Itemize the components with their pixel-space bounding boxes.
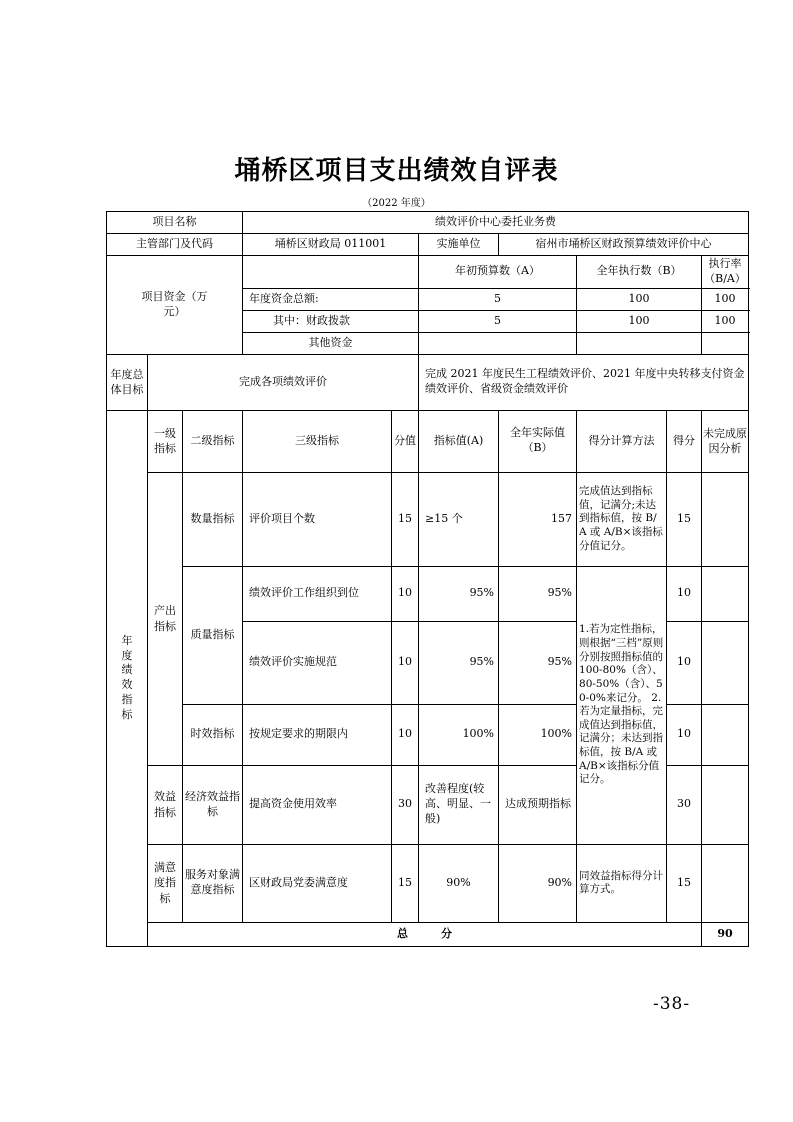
- project-name-value: 绩效评价中心委托业务费: [243, 212, 749, 234]
- economic-score: 30: [667, 765, 702, 844]
- quality-target: 95%: [419, 621, 499, 704]
- quality-actual: 95%: [499, 621, 577, 704]
- project-row: [107, 212, 749, 234]
- satisfaction-label: 满意度指标: [148, 844, 183, 922]
- indicators-section-label: 年度绩效指标: [107, 410, 148, 946]
- timeliness-weight: 10: [392, 704, 419, 765]
- header-level2: 二级指标: [183, 410, 243, 472]
- funds-row-label: 年度资金总额:: [243, 288, 419, 310]
- funds-row-label: 其他资金: [243, 332, 419, 354]
- dept-label: 主管部门及代码: [107, 234, 243, 256]
- funds-row-executed: [577, 332, 702, 354]
- timeliness-reason: [702, 704, 749, 765]
- economic-reason: [702, 765, 749, 844]
- header-level3: 三级指标: [243, 410, 392, 472]
- quality-score: 10: [667, 566, 702, 621]
- header-method: 得分计算方法: [577, 410, 667, 472]
- service-method: 同效益指标得分计算方式。: [577, 844, 667, 922]
- indicator-row: [107, 844, 749, 922]
- indicator-header-row: [107, 410, 749, 472]
- goal-actual: 完成 2021 年度民生工程绩效评价、2021 年度中央转移支付资金绩效评价、省级资金绩效评价: [419, 354, 749, 410]
- impl-unit-value: 宿州市埇桥区财政预算绩效评价中心: [499, 234, 749, 256]
- total-score: 90: [702, 922, 749, 946]
- goal-expected: 完成各项绩效评价: [148, 354, 419, 410]
- header-level1: 一级指标: [148, 410, 183, 472]
- project-name-label: 项目名称: [107, 212, 243, 234]
- economic-actual: 达成预期指标: [499, 765, 577, 844]
- timeliness-target: 100%: [419, 704, 499, 765]
- timeliness-level3: 按规定要求的期限内: [243, 704, 392, 765]
- quality-level3: 绩效评价实施规范: [243, 621, 392, 704]
- quality-weight: 10: [392, 566, 419, 621]
- timeliness-level2: 时效指标: [183, 704, 243, 765]
- quantity-method: 完成值达到指标值，记满分;未达到指标值，按 B/A 或 A/B×该指标分值记分。: [577, 472, 667, 566]
- economic-target: 改善程度(较高、明显、一般): [419, 765, 499, 844]
- quality-reason: [702, 621, 749, 704]
- service-weight: 15: [392, 844, 419, 922]
- impl-unit-label: 实施单位: [419, 234, 499, 256]
- funds-row-budget: [419, 332, 577, 354]
- goal-label: 年度总体目标: [107, 354, 148, 410]
- quantity-score: 15: [667, 472, 702, 566]
- quantity-weight: 15: [392, 472, 419, 566]
- funds-row-rate: 100: [702, 288, 749, 310]
- funds-header-budget: 年初预算数（A）: [419, 256, 577, 289]
- funds-header-row: [107, 256, 749, 289]
- header-target: 指标值(A): [419, 410, 499, 472]
- total-label: 总 分: [148, 922, 702, 946]
- funds-label: 项目资金（万元）: [107, 256, 243, 355]
- quality-weight: 10: [392, 621, 419, 704]
- funds-row-executed: 100: [577, 288, 702, 310]
- service-target: 90%: [419, 844, 499, 922]
- header-weight: 分值: [392, 410, 419, 472]
- page-number: -38-: [653, 994, 691, 1014]
- funds-row-rate: 100: [702, 310, 749, 332]
- timeliness-actual: 100%: [499, 704, 577, 765]
- total-row: [107, 922, 749, 946]
- funds-row-budget: 5: [419, 288, 577, 310]
- service-actual: 90%: [499, 844, 577, 922]
- funds-row-label: 其中：财政拨款: [243, 310, 419, 332]
- header-actual: 全年实际值（B）: [499, 410, 577, 472]
- service-score: 15: [667, 844, 702, 922]
- service-level2: 服务对象满意度指标: [183, 844, 243, 922]
- funds-header-executed: 全年执行数（B）: [577, 256, 702, 289]
- funds-row-budget: 5: [419, 310, 577, 332]
- economic-level2: 经济效益指标: [183, 765, 243, 844]
- dept-row: [107, 234, 749, 256]
- report-year: （2022 年度）: [362, 198, 431, 209]
- quality-target: 95%: [419, 566, 499, 621]
- quality-actual: 95%: [499, 566, 577, 621]
- indicator-row: [107, 566, 749, 621]
- funds-header-blank: [243, 256, 419, 289]
- quantity-reason: [702, 472, 749, 566]
- dept-value: 埇桥区财政局 011001: [243, 234, 419, 256]
- funds-header-rate: 执行率（B/A）: [702, 256, 749, 289]
- timeliness-score: 10: [667, 704, 702, 765]
- funds-row-executed: 100: [577, 310, 702, 332]
- economic-weight: 30: [392, 765, 419, 844]
- page-title: 埇桥区项目支出绩效自评表: [234, 156, 559, 186]
- economic-level3: 提高资金使用效率: [243, 765, 392, 844]
- quantity-actual: 157: [499, 472, 577, 566]
- goal-row: [107, 354, 749, 410]
- quality-score: 10: [667, 621, 702, 704]
- evaluation-table: [106, 211, 749, 947]
- quantity-level3: 评价项目个数: [243, 472, 392, 566]
- quantity-level2: 数量指标: [183, 472, 243, 566]
- quality-reason: [702, 566, 749, 621]
- funds-row-rate: [702, 332, 749, 354]
- quality-label: 质量指标: [183, 566, 243, 704]
- header-reason: 未完成原因分析: [702, 410, 749, 472]
- effect-label: 效益指标: [148, 765, 183, 844]
- service-level3: 区财政局党委满意度: [243, 844, 392, 922]
- header-score: 得分: [667, 410, 702, 472]
- quantity-target: ≥15 个: [419, 472, 499, 566]
- quality-level3: 绩效评价工作组织到位: [243, 566, 392, 621]
- merged-method: 1.若为定性指标，则根据“三档”原则分别按照指标值的 100-80%（含）、80-50%（含）、50-0%来记分。 2.若为定量指标，完成值达到指标值，记满分；未达到指标值，按 B/A 或 A/B×该指标分值记分。: [577, 566, 667, 844]
- output-label: 产出指标: [148, 472, 183, 765]
- service-reason: [702, 844, 749, 922]
- indicator-row: [107, 472, 749, 566]
